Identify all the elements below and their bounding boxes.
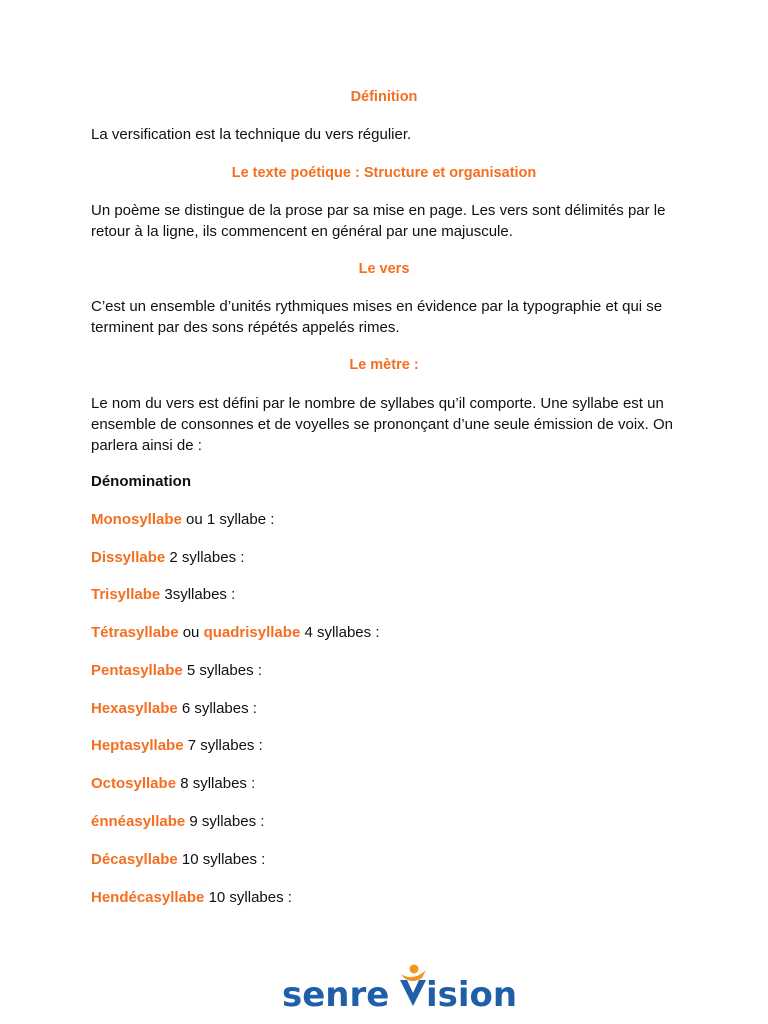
verse-connector: ou bbox=[178, 624, 204, 641]
list-item bbox=[91, 548, 244, 568]
list-item bbox=[91, 774, 255, 794]
logo-text-right: ision bbox=[426, 975, 518, 1014]
structure-heading: Le texte poétique : Structure et organisation bbox=[231, 165, 537, 181]
verse-term: Dissyllabe bbox=[91, 549, 166, 566]
list-item bbox=[91, 585, 235, 605]
verse-term: Octosyllabe bbox=[91, 775, 177, 792]
v-with-person-icon bbox=[400, 965, 426, 1007]
list-item bbox=[91, 812, 264, 832]
verse-term-alt: quadrisyllabe bbox=[203, 624, 301, 641]
list-item bbox=[91, 850, 265, 870]
verse-syllables: 10 syllabes : bbox=[204, 889, 292, 906]
verse-syllables: 7 syllabes : bbox=[183, 737, 263, 754]
verse-term: Heptasyllabe bbox=[91, 737, 184, 754]
verse-syllables: 4 syllabes : bbox=[300, 624, 380, 641]
vers-heading: Le vers bbox=[358, 261, 410, 277]
list-item bbox=[91, 736, 263, 756]
logo-text-left: senre bbox=[282, 975, 390, 1014]
list-item bbox=[91, 623, 380, 643]
verse-syllables: 6 syllabes : bbox=[177, 700, 257, 717]
definition-text: La versification est la technique du vers régulier. bbox=[91, 126, 412, 143]
verse-term: Hendécasyllabe bbox=[91, 889, 205, 906]
verse-syllables: 2 syllabes : bbox=[165, 549, 245, 566]
denomination-heading: Dénomination bbox=[91, 473, 191, 490]
verse-syllables: 9 syllabes : bbox=[185, 813, 265, 830]
senrevision-logo bbox=[280, 962, 520, 1014]
verse-term: Décasyllabe bbox=[91, 851, 178, 868]
verse-syllables: 5 syllabes : bbox=[182, 662, 262, 679]
metre-heading: Le mètre : bbox=[349, 357, 419, 373]
structure-text: Un poème se distingue de la prose par sa mise en page. Les vers sont délimités par le retour à la ligne, ils commencent en général par une majuscule. bbox=[91, 202, 666, 240]
verse-term: Hexasyllabe bbox=[91, 700, 178, 717]
verse-syllables: ou 1 syllabe : bbox=[181, 511, 275, 528]
verse-syllables: 8 syllabes : bbox=[176, 775, 256, 792]
list-item bbox=[91, 699, 257, 719]
verse-term: énnéasyllabe bbox=[91, 813, 186, 830]
verse-syllables: 10 syllabes : bbox=[177, 851, 266, 868]
list-item bbox=[91, 888, 292, 908]
vers-text: C’est un ensemble d’unités rythmiques mises en évidence par la typographie et qui se terminent par des sons répétés appelés rimes. bbox=[91, 298, 663, 336]
definition-heading: Définition bbox=[350, 89, 418, 105]
verse-syllables: 3syllabes : bbox=[160, 586, 236, 603]
verse-term: Trisyllabe bbox=[91, 586, 161, 603]
metre-text: Le nom du vers est défini par le nombre de syllabes qu’il comporte. Une syllabe est un ensemble de consonnes et de voyelles se prononçant d’une seule émission de voix. On parlera ainsi de : bbox=[91, 395, 674, 454]
verse-term: Tétrasyllabe bbox=[91, 624, 179, 641]
verse-term: Monosyllabe bbox=[91, 511, 182, 528]
verse-term: Pentasyllabe bbox=[91, 662, 183, 679]
list-item bbox=[91, 661, 262, 681]
list-item bbox=[91, 510, 274, 530]
